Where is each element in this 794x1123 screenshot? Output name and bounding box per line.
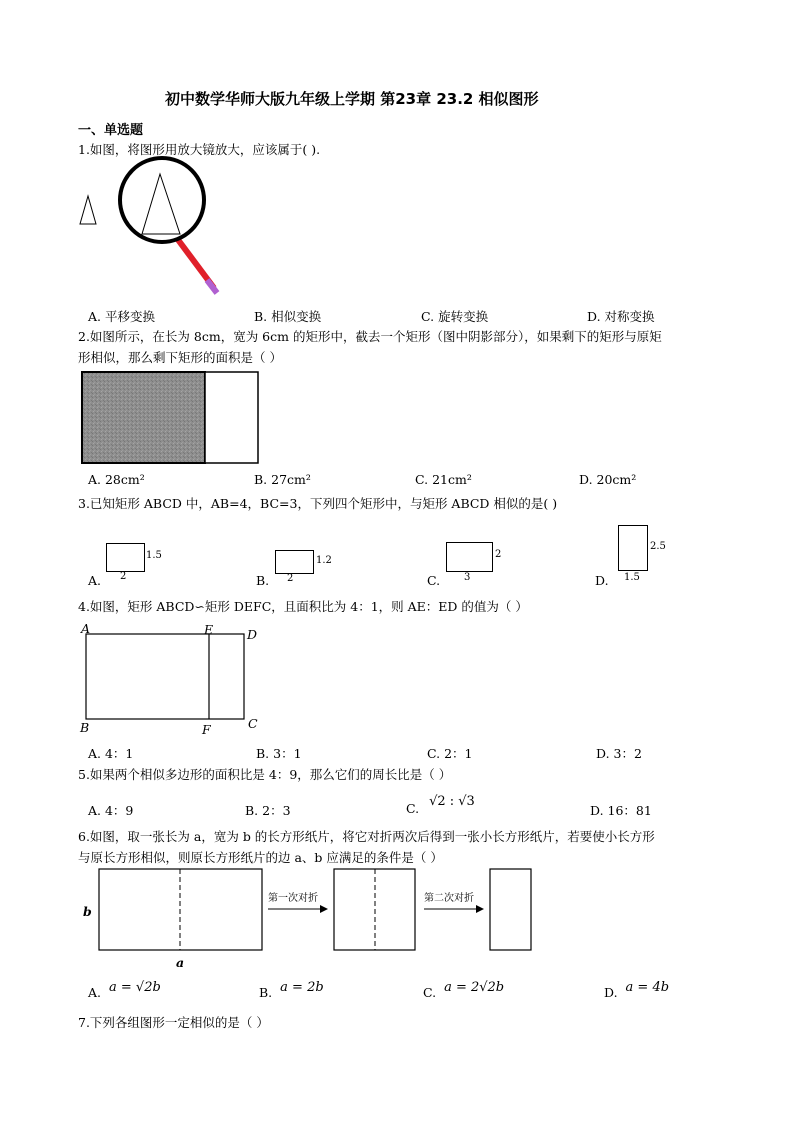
q2-option-d[interactable]: D. 20cm²	[579, 472, 637, 487]
q3-rect-d-height: 2.5	[650, 541, 666, 552]
magnifier-figure	[76, 162, 236, 302]
question-2-line2: 形相似，那么剩下矩形的面积是（ ）	[78, 350, 282, 365]
q4-label-c: C	[248, 716, 258, 731]
q5-option-c[interactable]: C. √2 : √3	[406, 794, 475, 816]
remaining-rectangle	[205, 372, 258, 463]
q4-option-d[interactable]: D. 3：2	[596, 746, 642, 761]
q4-label-a: A	[81, 621, 91, 636]
q3-option-b[interactable]: B.	[256, 573, 270, 588]
q3-rect-b	[275, 550, 314, 574]
q3-rect-d-width: 1.5	[624, 572, 640, 583]
q4-label-e: E	[204, 622, 214, 637]
question-4: 4.如图，矩形 ABCD∽矩形 DEFC，且面积比为 4：1，则 AE：ED 的值为（ ）	[78, 599, 528, 614]
q4-option-b[interactable]: B. 3：1	[256, 746, 302, 761]
q1-option-c[interactable]: C. 旋转变换	[421, 309, 489, 324]
question-1: 1.如图，将图形用放大镜放大，应该属于( ).	[78, 142, 321, 157]
q1-option-d[interactable]: D. 对称变换	[587, 309, 655, 324]
q6-fold2-label: 第二次对折	[424, 893, 474, 904]
shaded-cut-rectangle	[82, 372, 205, 463]
q3-rect-b-height: 1.2	[316, 555, 332, 566]
page-title: 初中数学华师大版九年级上学期 第23章 23.2 相似图形	[165, 90, 539, 108]
q4-label-d: D	[247, 627, 258, 642]
question-3: 3.已知矩形 ABCD 中，AB=4，BC=3，下列四个矩形中，与矩形 ABCD 相似的是( )	[78, 496, 558, 511]
q4-option-c[interactable]: C. 2：1	[427, 746, 473, 761]
q4-label-b: B	[80, 720, 90, 735]
q2-option-a[interactable]: A. 28cm²	[88, 472, 145, 487]
q3-option-d[interactable]: D.	[595, 573, 609, 588]
q6-option-d-math: a = 4b	[625, 980, 670, 995]
q5-option-a[interactable]: A. 4：9	[88, 803, 134, 818]
q6-option-b-math: a = 2b	[280, 980, 324, 995]
q5-option-b[interactable]: B. 2：3	[245, 803, 291, 818]
q3-rect-a-height: 1.5	[146, 550, 162, 561]
magnifier-lens	[120, 158, 204, 242]
small-triangle	[80, 196, 96, 224]
q4-rectangle-figure	[80, 620, 265, 740]
q1-option-a[interactable]: A. 平移变换	[88, 309, 155, 324]
q2-rectangle-figure	[81, 371, 266, 467]
q4-label-f: F	[202, 722, 211, 737]
q3-rect-c-height: 2	[495, 549, 502, 560]
q6-option-a[interactable]: A. a = √2b	[88, 980, 161, 1000]
q3-rect-b-width: 2	[287, 573, 294, 584]
q3-rect-a-width: 2	[120, 571, 127, 582]
question-2-line1: 2.如图所示，在长为 8cm，宽为 6cm 的矩形中，截去一个矩形（图中阴影部分），如果剩下的矩形与原矩	[78, 329, 662, 344]
q3-rect-a	[106, 543, 145, 572]
question-6-line2: 与原长方形相似，则原长方形纸片的边 a、b 应满足的条件是（ ）	[78, 850, 443, 865]
section-heading: 一、单选题	[78, 123, 144, 138]
q6-option-d[interactable]: D. a = 4b	[604, 980, 670, 1000]
q6-option-a-math: a = √2b	[109, 980, 161, 995]
q4-option-a[interactable]: A. 4：1	[88, 746, 134, 761]
q6-option-c-math: a = 2√2b	[444, 980, 505, 995]
q6-fold1-label: 第一次对折	[268, 893, 318, 904]
q1-option-b[interactable]: B. 相似变换	[254, 309, 322, 324]
q3-option-a[interactable]: A.	[88, 573, 102, 588]
question-6-line1: 6.如图，取一张长为 a，宽为 b 的长方形纸片，将它对折两次后得到一张小长方形纸片，若要使小长方形	[78, 829, 655, 844]
q6-label-b: b	[83, 904, 92, 919]
q5-option-c-math: √2 : √3	[429, 794, 475, 809]
q2-option-b[interactable]: B. 27cm²	[254, 472, 311, 487]
q5-option-d[interactable]: D. 16：81	[590, 803, 652, 818]
question-5: 5.如果两个相似多边形的面积比是 4：9，那么它们的周长比是（ ）	[78, 767, 452, 782]
q3-rect-c	[446, 542, 493, 572]
magnifier-handle-tip	[207, 280, 217, 293]
q6-folding-figure	[96, 866, 541, 958]
q6-option-b[interactable]: B. a = 2b	[259, 980, 324, 1000]
q3-rect-c-width: 3	[464, 572, 471, 583]
q6-label-a: a	[176, 955, 185, 970]
q3-rect-d	[618, 525, 648, 571]
q6-option-c[interactable]: C. a = 2√2b	[423, 980, 505, 1000]
q3-option-c[interactable]: C.	[427, 573, 441, 588]
q2-option-c[interactable]: C. 21cm²	[415, 472, 472, 487]
question-7: 7.下列各组图形一定相似的是（ ）	[78, 1015, 269, 1030]
